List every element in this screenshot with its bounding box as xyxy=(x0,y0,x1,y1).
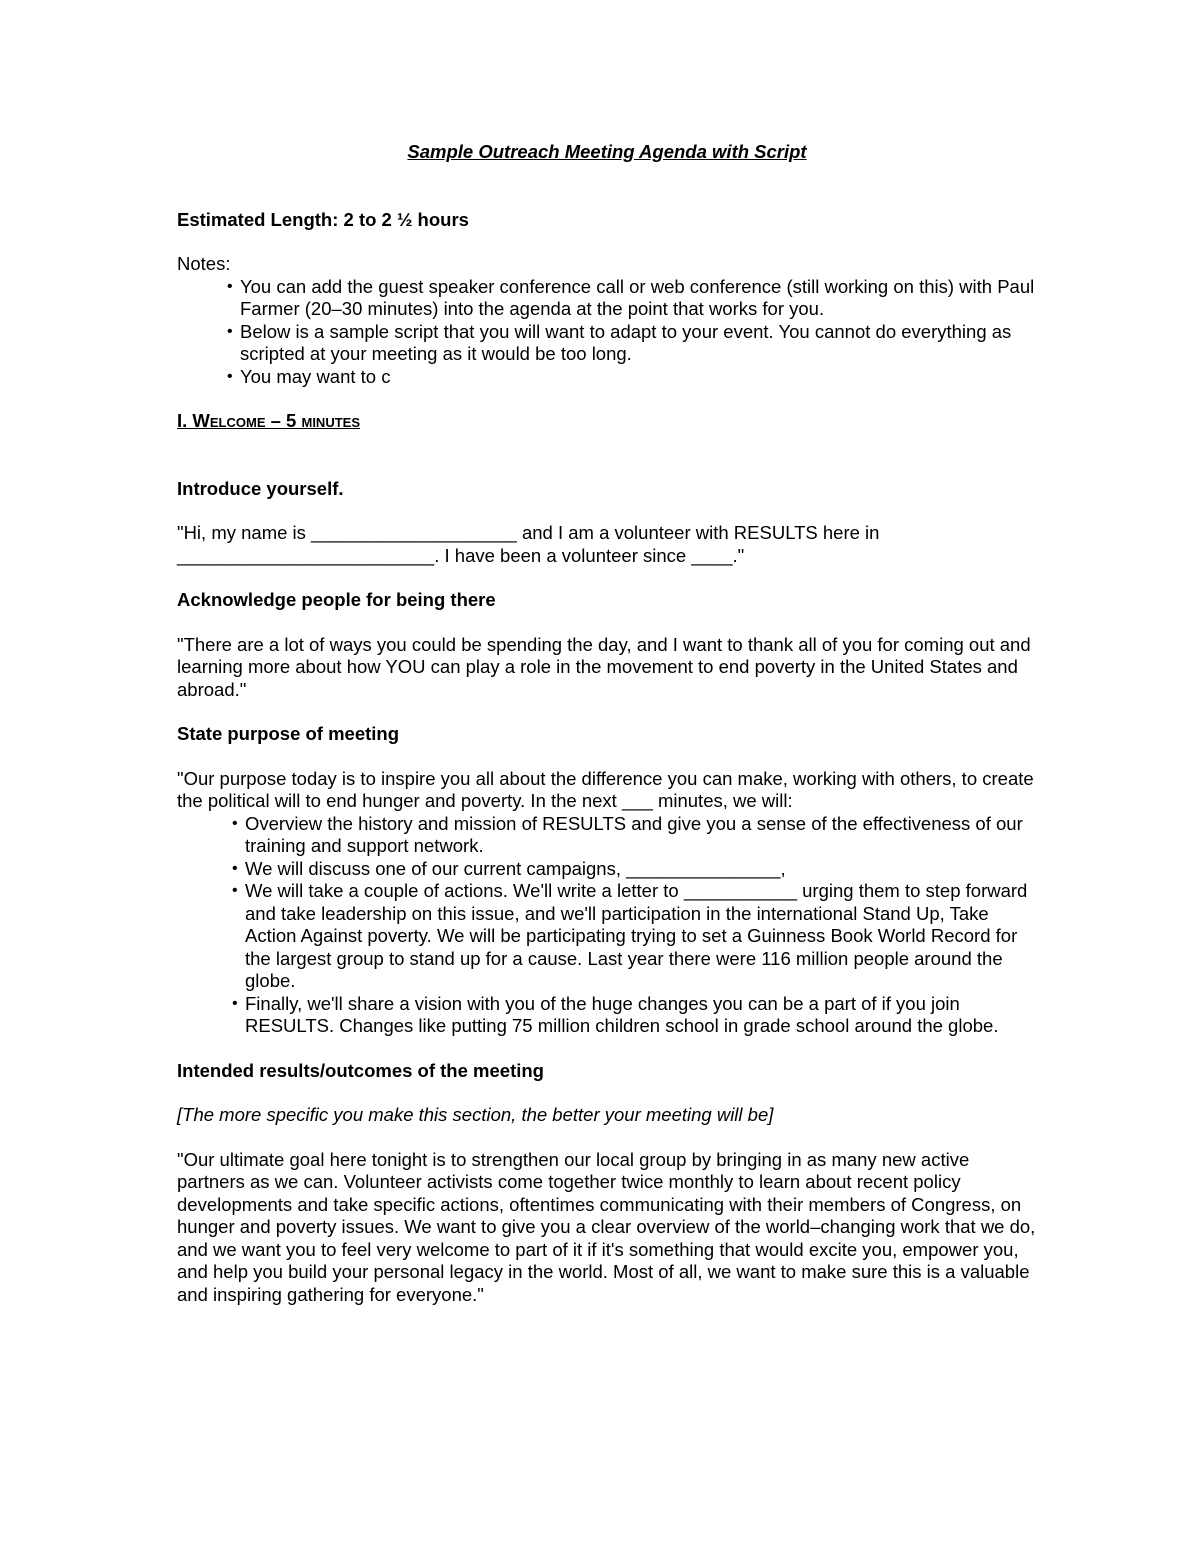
subheading-acknowledge: Acknowledge people for being there xyxy=(177,589,496,610)
intended-script: "Our ultimate goal here tonight is to strengthen our local group by bringing in as many new active partners as we can. Volunteer activists come together twice monthly to learn about recent policy developments and take specific actions, oftentimes communicating with their members of Congress, on hunger and poverty issues. We want to give you a clear overview of the world–changing work that we do, and we want you to feel very welcome to part of it if it's something that would excite you, empower you, and help you build your personal legacy in the world. Most of all, we want to make sure this is a valuable and inspiring gathering for everyone." xyxy=(177,1148,1036,1305)
note-item: • You may want to c xyxy=(227,366,1037,389)
notes-label: Notes: xyxy=(177,253,231,274)
purpose-item: • We will discuss one of our current campaigns, _______________, xyxy=(232,858,1037,881)
introduce-script: "Hi, my name is ____________________ and I am a volunteer with RESULTS here in _________________________. I have been a volunteer since ____." xyxy=(177,522,880,566)
purpose-item: • We will take a couple of actions. We'll write a letter to ___________ urging them to step forward and take leadership on this issue, and we'll participation in the international Stand Up, Take Action Against poverty. We will be participating trying to set a Guinness Book World Record for the largest group to stand up for a cause. Last year there were 116 million people around the globe. xyxy=(232,880,1037,993)
note-item: • Below is a sample script that you will want to adapt to your event. You cannot do everything as scripted at your meeting as it would be too long. xyxy=(227,321,1037,366)
document-content xyxy=(177,141,1037,1328)
subheading-intended: Intended results/outcomes of the meeting xyxy=(177,1059,544,1081)
subheading-introduce: Introduce yourself. xyxy=(177,477,344,499)
acknowledge-script: "There are a lot of ways you could be spending the day, and I want to thank all of you for coming out and learning more about how YOU can play a role in the movement to end poverty in the United States and abroad." xyxy=(177,633,1031,700)
section-heading-welcome: I. Welcome – 5 minutes xyxy=(177,410,360,431)
document-title: Sample Outreach Meeting Agenda with Script xyxy=(407,141,807,162)
notes-list xyxy=(177,276,1037,389)
purpose-list xyxy=(177,813,1037,1038)
purpose-item: • Overview the history and mission of RESULTS and give you a sense of the effectiveness of our training and support network. xyxy=(232,813,1037,858)
purpose-script: "Our purpose today is to inspire you all about the difference you can make, working with others, to create the political will to end hunger and poverty. In the next ___ minutes, we will: xyxy=(177,767,1034,811)
note-item: • You can add the guest speaker conference call or web conference (still working on this) with Paul Farmer (20–30 minutes) into the agenda at the point that works for you. xyxy=(227,276,1037,321)
purpose-item: • Finally, we'll share a vision with you of the huge changes you can be a part of if you join RESULTS. Changes like putting 75 million children school in grade school around the globe. xyxy=(232,993,1037,1038)
estimated-length: Estimated Length: 2 to 2 ½ hours xyxy=(177,208,469,230)
subheading-purpose: State purpose of meeting xyxy=(177,723,400,744)
intended-note: [The more specific you make this section, the better your meeting will be] xyxy=(177,1104,774,1125)
